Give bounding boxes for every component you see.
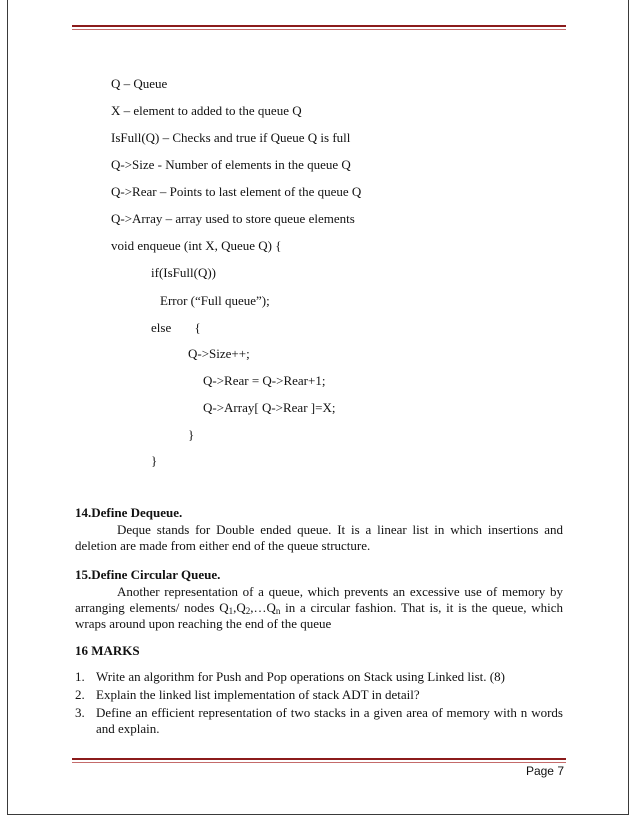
- list-number: 2.: [75, 687, 85, 702]
- list-number: 1.: [75, 669, 85, 684]
- footer-rule: [72, 758, 566, 763]
- question-14-heading: 14.Define Dequeue.: [75, 505, 183, 520]
- list-number: 3.: [75, 705, 85, 720]
- code-line: if(IsFull(Q)): [151, 265, 216, 280]
- marks-heading: 16 MARKS: [75, 643, 140, 658]
- code-line: void enqueue (int X, Queue Q) {: [111, 238, 282, 253]
- question-14-text: Deque stands for Double ended queue. It is a linear list in which insertions and deletion are made from either end of the queue structure.: [75, 522, 563, 553]
- code-line: }: [188, 427, 195, 442]
- code-line: Q->Rear = Q->Rear+1;: [203, 373, 326, 388]
- page-number: Page 7: [525, 764, 564, 778]
- definition-line: Q – Queue: [111, 76, 168, 91]
- definition-line: Q->Array – array used to store queue elements: [111, 211, 355, 226]
- list-text: Explain the linked list implementation of stack ADT in detail?: [96, 687, 420, 702]
- subscript: 1: [228, 606, 234, 616]
- code-line: }: [151, 453, 158, 468]
- list-item: [75, 669, 563, 685]
- definition-line: IsFull(Q) – Checks and true if Queue Q is full: [111, 130, 351, 145]
- code-line: else {: [151, 320, 201, 335]
- question-15-text: ,…Q: [250, 600, 276, 615]
- question-15-text: Another representation of a queue, which prevents an excessive use of memory by arranging elements/ nodes Q: [75, 584, 563, 615]
- definition-line: Q->Rear – Points to last element of the queue Q: [111, 184, 362, 199]
- list-item: [75, 687, 563, 703]
- code-line: Error (“Full queue”);: [160, 293, 270, 308]
- definition-line: Q->Size - Number of elements in the queue Q: [111, 157, 351, 172]
- question-15-text: in a circular fashion. That is, it is the queue, which wraps around upon reaching the end of the queue: [75, 600, 563, 631]
- question-15-answer: [75, 584, 563, 632]
- code-line: Q->Array[ Q->Rear ]=X;: [203, 400, 336, 415]
- list-item: [75, 705, 563, 737]
- list-text: Write an algorithm for Push and Pop operations on Stack using Linked list. (8): [96, 669, 505, 684]
- question-list: [75, 669, 563, 739]
- subscript: 2: [245, 606, 251, 616]
- subscript: n: [275, 606, 281, 616]
- definition-line: X – element to added to the queue Q: [111, 103, 302, 118]
- code-line: Q->Size++;: [188, 346, 250, 361]
- question-15-heading: 15.Define Circular Queue.: [75, 567, 221, 582]
- question-15-text: ,Q: [233, 600, 246, 615]
- header-rule: [72, 25, 566, 30]
- list-text: Define an efficient representation of two stacks in a given area of memory with n words and explain.: [96, 705, 563, 736]
- question-14-answer: [75, 522, 563, 554]
